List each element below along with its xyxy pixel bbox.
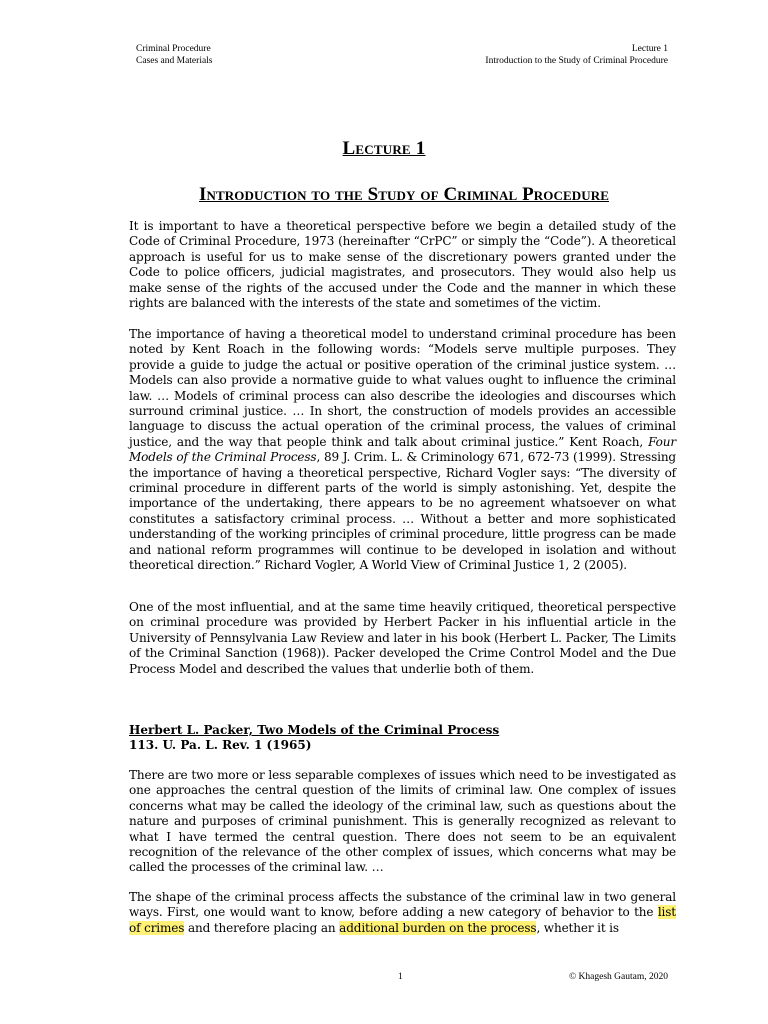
page-title: Introduction to the Study of Criminal Procedure xyxy=(199,184,609,205)
running-header-right xyxy=(485,43,668,67)
lecture-heading: Lecture 1 xyxy=(342,138,426,159)
paragraph-excerpt-2 xyxy=(129,890,676,936)
paragraph-text: The shape of the criminal process affects the substance of the criminal law in two general ways. First, one would want to know, before adding a new category of behavior to the xyxy=(129,890,676,920)
running-header-left xyxy=(136,43,213,67)
header-lecture-number: Lecture 1 xyxy=(631,44,668,54)
source-citation: 113. U. Pa. L. Rev. 1 (1965) xyxy=(129,738,312,753)
paragraph-text: , whether it is xyxy=(536,920,619,935)
paragraph-text: The importance of having a theoretical model to understand criminal procedure has been noted by Kent Roach in the following words: “Models serve multiple purposes. They provide a guide to judge the actual or positive operation of the criminal justice system. … Models can also provide a normative guide to what values ought to influence the criminal law. … Models of criminal process can also describe the ideologies and discourses which surround criminal justice. … In short, the construction of models provides an accessible language to discuss the actual operation of the criminal process, the values of criminal justice, and the way that people think and talk about criminal justice.” Kent Roach, xyxy=(129,327,676,449)
paragraph-text: , 89 J. Crim. L. & Criminology 671, 672-73 (1999). Stressing the importance of having a theoretical perspective, Richard Vogler says: “The diversity of criminal procedure in different parts of the world is simply astonishing. Yet, despite the importance of the undertaking, there appears to be no agreement whatsoever on what constitutes a satisfactory criminal process. … Without a better and more sophisticated understanding of the working principles of criminal procedure, little progress can be made and national reform programmes will continue to be developed in isolation and without theoretical direction.” Richard Vogler, A World View of Criminal Justice 1, 2 (2005). xyxy=(129,450,676,573)
paragraph-excerpt-1: There are two more or less separable complexes of issues which need to be investigated as one approaches the central question of the limits of criminal law. One complex of issues concerns what may be called the ideology of the criminal law, such as questions about the nature and purposes of criminal punishment. This is generally recognized as relevant to what I have termed the central question. There does not seem to be an equivalent recognition of the relevance of the other complex of issues, which concerns what may be called the processes of the criminal law. … xyxy=(129,768,676,875)
highlighted-text: additional burden on the process xyxy=(339,920,537,935)
source-title: Herbert L. Packer, Two Models of the Criminal Process xyxy=(129,723,500,737)
header-lecture-title: Introduction to the Study of Criminal Procedure xyxy=(485,56,668,66)
paragraph-roach-vogler xyxy=(129,327,676,574)
paragraph-intro: It is important to have a theoretical perspective before we begin a detailed study of the Code of Criminal Procedure, 1973 (hereinafter “CrPC” or simply the “Code”). A theoretical approach is useful for us to make sense of the discretionary powers granted under the Code to police officers, judicial magistrates, and prosecutors. They would also help us make sense of the rights of the accused under the Code and the manner in which these rights are balanced with the interests of the state and sometimes of the victim. xyxy=(129,219,676,311)
header-course-title: Criminal Procedure xyxy=(136,44,211,54)
paragraph-text: and therefore placing an xyxy=(184,920,340,935)
citation-italic-title: Four Models of the Criminal Process xyxy=(129,434,676,465)
highlighted-text: list of crimes xyxy=(129,905,676,935)
copyright-notice: © Khagesh Gautam, 2020 xyxy=(568,972,668,982)
page-number: 1 xyxy=(398,972,403,982)
paragraph-packer-intro: One of the most influential, and at the same time heavily critiqued, theoretical perspective on criminal procedure was provided by Herbert Packer in his influential article in the University of Pennsylvania Law Review and later in his book (Herbert L. Packer, The Limits of the Criminal Sanction (1968)). Packer developed the Crime Control Model and the Due Process Model and described the values that underlie both of them. xyxy=(129,600,676,676)
source-heading xyxy=(129,723,676,754)
header-course-subtitle: Cases and Materials xyxy=(136,56,213,66)
